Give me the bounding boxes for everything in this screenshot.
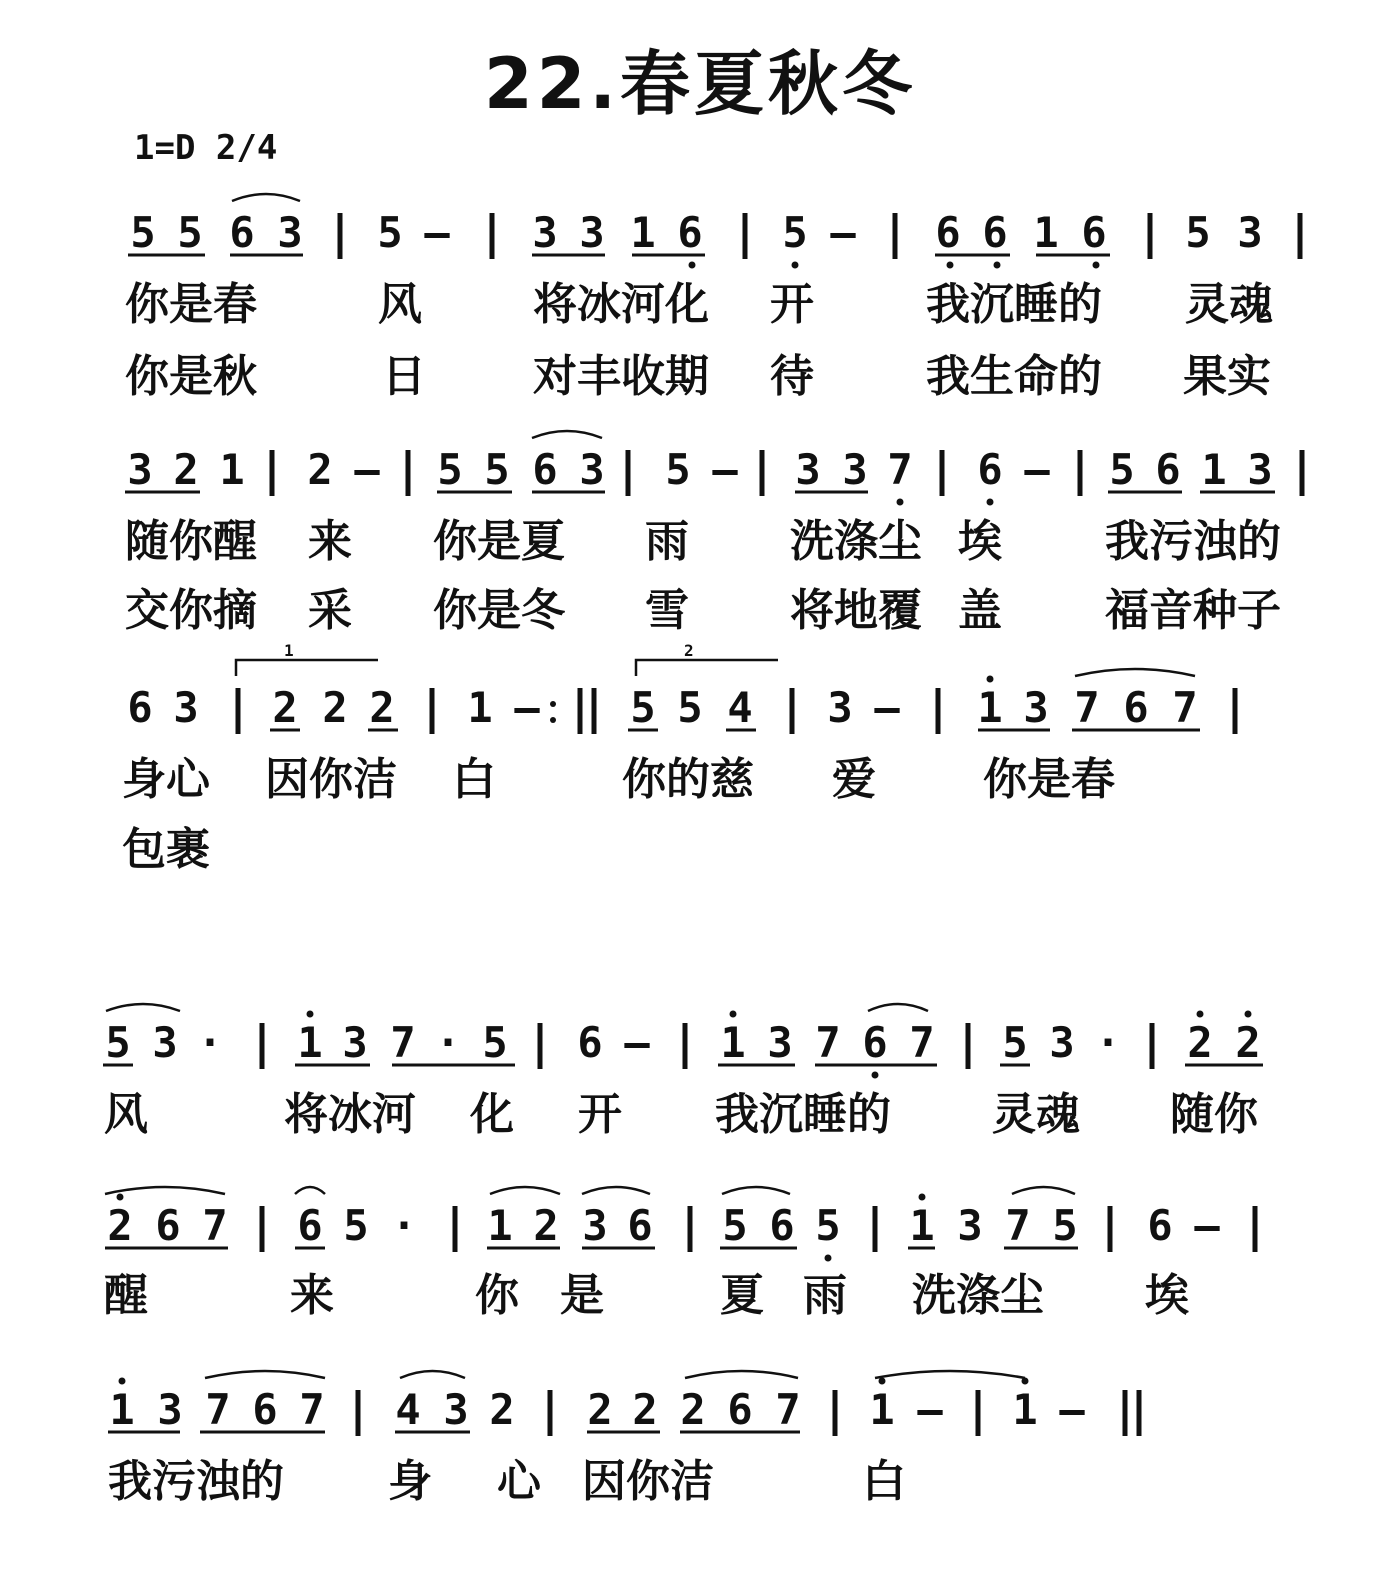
note: 2 (173, 445, 199, 494)
note: 6 (935, 208, 961, 257)
lyric: 你的慈 (622, 754, 754, 805)
lyric: 洗涤尘 (790, 516, 922, 567)
octave-dot (689, 262, 696, 269)
note: · (435, 1018, 461, 1067)
octave-dot (307, 1011, 314, 1018)
repeat-dot (550, 701, 556, 707)
lyric: 将冰河 (284, 1089, 416, 1140)
note: 5 (782, 208, 808, 257)
octave-dot (1245, 1011, 1252, 1018)
repeat-dot (550, 717, 556, 723)
dash: – (514, 683, 540, 732)
note: 1 (1033, 208, 1059, 257)
slur (722, 1187, 790, 1194)
lyric: 你是秋 (125, 351, 257, 402)
key-signature: 1=D 2/4 (134, 128, 278, 168)
note: 1 (109, 1385, 135, 1434)
note: 1 (1012, 1385, 1038, 1434)
octave-dot (117, 1194, 124, 1201)
lyric: 随你醒 (125, 516, 257, 567)
note: 3 (957, 1201, 983, 1250)
volta-number: 1 (284, 641, 294, 660)
lyric: 将地覆 (790, 585, 922, 636)
note: 3 (1049, 1018, 1075, 1067)
note: 6 (1081, 208, 1107, 257)
dash: – (1059, 1385, 1085, 1434)
lyric: 灵魂 (1185, 279, 1273, 330)
slur (205, 1371, 325, 1378)
note: 3 (1247, 445, 1273, 494)
dash: – (354, 445, 380, 494)
note: 3 (342, 1018, 368, 1067)
note: 7 (202, 1201, 228, 1250)
lyric: 醒 (104, 1270, 148, 1321)
lyric: 开 (578, 1089, 622, 1140)
note: 4 (395, 1385, 421, 1434)
note: 2 (533, 1201, 559, 1250)
note: 6 (862, 1018, 888, 1067)
slur (1012, 1187, 1075, 1194)
note: 6 (1147, 1201, 1173, 1250)
lyric: 你是夏 (433, 516, 565, 567)
note: 7 (909, 1018, 935, 1067)
note: 3 (582, 1201, 608, 1250)
note: 1 (869, 1385, 895, 1434)
lyric: 来 (290, 1270, 334, 1321)
note: 7 (1005, 1201, 1031, 1250)
volta-bracket (236, 660, 378, 676)
note: 3 (579, 445, 605, 494)
note: 2 (587, 1385, 613, 1434)
lyric: 身心 (122, 754, 210, 805)
note: 3 (152, 1018, 178, 1067)
note: 1 (720, 1018, 746, 1067)
note: 6 (982, 208, 1008, 257)
song-title: 22.春夏秋冬 (483, 43, 916, 125)
notation-system-3 (0, 641, 1400, 760)
note: 3 (173, 683, 199, 732)
dash: – (1194, 1201, 1220, 1250)
dash: – (424, 208, 450, 257)
note: 7 (205, 1385, 231, 1434)
lyric: 交你摘 (125, 585, 257, 636)
lyric: 埃 (1145, 1270, 1189, 1321)
dash: – (917, 1385, 943, 1434)
note: 1 (630, 208, 656, 257)
lyric: 福音种子 (1105, 585, 1281, 636)
notation-system-6 (0, 1372, 1400, 1462)
note: 1 (219, 445, 245, 494)
note: 2 (632, 1385, 658, 1434)
lyric: 我沉睡的 (926, 279, 1102, 330)
note: 3 (579, 208, 605, 257)
octave-dot (994, 262, 1001, 269)
lyric: 我沉睡的 (715, 1089, 891, 1140)
lyric: 你 (475, 1270, 519, 1321)
note: 4 (727, 683, 753, 732)
note: 6 (1123, 683, 1149, 732)
note: 2 (272, 683, 298, 732)
note: 3 (767, 1018, 793, 1067)
note: 6 (155, 1201, 181, 1250)
note: 5 (665, 445, 691, 494)
note: 2 (680, 1385, 706, 1434)
note: 3 (127, 445, 153, 494)
note: 6 (297, 1201, 323, 1250)
note: 3 (443, 1385, 469, 1434)
lyric: 雪 (645, 585, 689, 636)
note: 3 (827, 683, 853, 732)
lyric: 将冰河化 (533, 279, 709, 330)
note: 2 (322, 683, 348, 732)
note: 5 (815, 1201, 841, 1250)
slur (875, 1371, 1025, 1378)
note: 7 (775, 1385, 801, 1434)
note: 1 (487, 1201, 513, 1250)
note: 6 (627, 1201, 653, 1250)
note: 5 (177, 208, 203, 257)
lyric: 开 (770, 279, 814, 330)
lyric: 是 (560, 1270, 604, 1321)
lyric: 化 (470, 1089, 514, 1140)
slur (490, 1187, 560, 1194)
note: 6 (577, 1018, 603, 1067)
slur (106, 1004, 180, 1011)
note: 6 (532, 445, 558, 494)
lyric: 日 (382, 351, 426, 402)
lyric: 你是春 (983, 754, 1115, 805)
note: 5 (437, 445, 463, 494)
note: 5 (343, 1201, 369, 1250)
octave-dot (987, 499, 994, 506)
note: 5 (1002, 1018, 1028, 1067)
dash: – (830, 208, 856, 257)
note: 6 (769, 1201, 795, 1250)
octave-dot (1093, 262, 1100, 269)
note: 7 (887, 445, 913, 494)
note: 3 (795, 445, 821, 494)
note: 2 (307, 445, 333, 494)
octave-dot (987, 676, 994, 683)
octave-dot (825, 1255, 832, 1262)
note: 3 (1237, 208, 1263, 257)
slur (295, 1187, 325, 1194)
lyric: 风 (378, 279, 422, 330)
octave-dot (879, 1378, 886, 1385)
volta-number: 2 (684, 641, 694, 660)
note: 3 (1023, 683, 1049, 732)
note: 7 (815, 1018, 841, 1067)
notation-system-4 (0, 1005, 1400, 1095)
slur (232, 194, 300, 201)
note: 6 (127, 683, 153, 732)
note: 2 (1235, 1018, 1261, 1067)
dash: – (712, 445, 738, 494)
dash: – (624, 1018, 650, 1067)
note: 6 (677, 208, 703, 257)
lyric: 我污浊的 (1105, 516, 1281, 567)
note: 7 (1172, 683, 1198, 732)
dash: – (1024, 445, 1050, 494)
lyric: 爱 (832, 754, 876, 805)
lyric: 白 (862, 1456, 906, 1507)
lyric: 随你 (1170, 1089, 1258, 1140)
note: 1 (467, 683, 493, 732)
slur (1075, 669, 1195, 676)
slur (532, 431, 602, 438)
note: · (197, 1018, 223, 1067)
note: 5 (105, 1018, 131, 1067)
lyric: 因你洁 (265, 754, 397, 805)
note: 2 (107, 1201, 133, 1250)
note: 2 (489, 1385, 515, 1434)
note: 1 (977, 683, 1003, 732)
octave-dot (919, 1194, 926, 1201)
slur (400, 1371, 465, 1378)
volta-bracket (636, 660, 778, 676)
lyric: 采 (308, 585, 352, 636)
lyric: 因你洁 (582, 1456, 714, 1507)
lyric: 白 (452, 754, 496, 805)
dash: – (874, 683, 900, 732)
note: 7 (299, 1385, 325, 1434)
note: 3 (277, 208, 303, 257)
lyric: 雨 (803, 1270, 847, 1321)
lyric: 我生命的 (926, 351, 1102, 402)
note: 1 (909, 1201, 935, 1250)
octave-dot (792, 262, 799, 269)
note: · (391, 1201, 417, 1250)
lyric: 盖 (958, 585, 1002, 636)
slur (582, 1187, 650, 1194)
lyric: 夏 (720, 1270, 764, 1321)
note: 5 (630, 683, 656, 732)
note: 2 (369, 683, 395, 732)
octave-dot (897, 499, 904, 506)
note: 7 (390, 1018, 416, 1067)
lyric: 埃 (958, 516, 1002, 567)
note: 5 (482, 1018, 508, 1067)
octave-dot (119, 1378, 126, 1385)
lyric: 果实 (1183, 351, 1271, 402)
lyric: 来 (308, 516, 352, 567)
note: 6 (1155, 445, 1181, 494)
note: · (1095, 1018, 1121, 1067)
notation-system-1 (0, 195, 1400, 285)
lyric: 身 (388, 1456, 432, 1507)
note: 7 (1074, 683, 1100, 732)
note: 5 (722, 1201, 748, 1250)
lyric: 待 (770, 351, 814, 402)
notation-system-5 (0, 1188, 1400, 1278)
note: 6 (727, 1385, 753, 1434)
lyric: 你是春 (125, 279, 257, 330)
lyric: 风 (104, 1089, 148, 1140)
note: 5 (1052, 1201, 1078, 1250)
note: 5 (377, 208, 403, 257)
note: 1 (297, 1018, 323, 1067)
octave-dot (730, 1011, 737, 1018)
lyric: 心 (497, 1456, 541, 1507)
lyric: 你是冬 (433, 585, 565, 636)
slur (868, 1004, 928, 1011)
notation-system-2 (0, 432, 1400, 522)
note: 3 (532, 208, 558, 257)
octave-dot (1197, 1011, 1204, 1018)
lyric: 对丰收期 (533, 351, 709, 402)
note: 3 (157, 1385, 183, 1434)
note: 5 (130, 208, 156, 257)
note: 6 (977, 445, 1003, 494)
note: 5 (677, 683, 703, 732)
octave-dot (872, 1072, 879, 1079)
lyric: 我污浊的 (108, 1456, 284, 1507)
lyric: 包裹 (122, 824, 210, 875)
lyric: 雨 (645, 516, 689, 567)
octave-dot (947, 262, 954, 269)
note: 5 (1109, 445, 1135, 494)
slur (685, 1371, 798, 1378)
note: 5 (1185, 208, 1211, 257)
note: 5 (484, 445, 510, 494)
note: 6 (229, 208, 255, 257)
note: 2 (1187, 1018, 1213, 1067)
note: 3 (842, 445, 868, 494)
lyric: 灵魂 (992, 1089, 1080, 1140)
note: 6 (252, 1385, 278, 1434)
lyric: 洗涤尘 (912, 1270, 1044, 1321)
note: 1 (1201, 445, 1227, 494)
slur (105, 1187, 225, 1194)
